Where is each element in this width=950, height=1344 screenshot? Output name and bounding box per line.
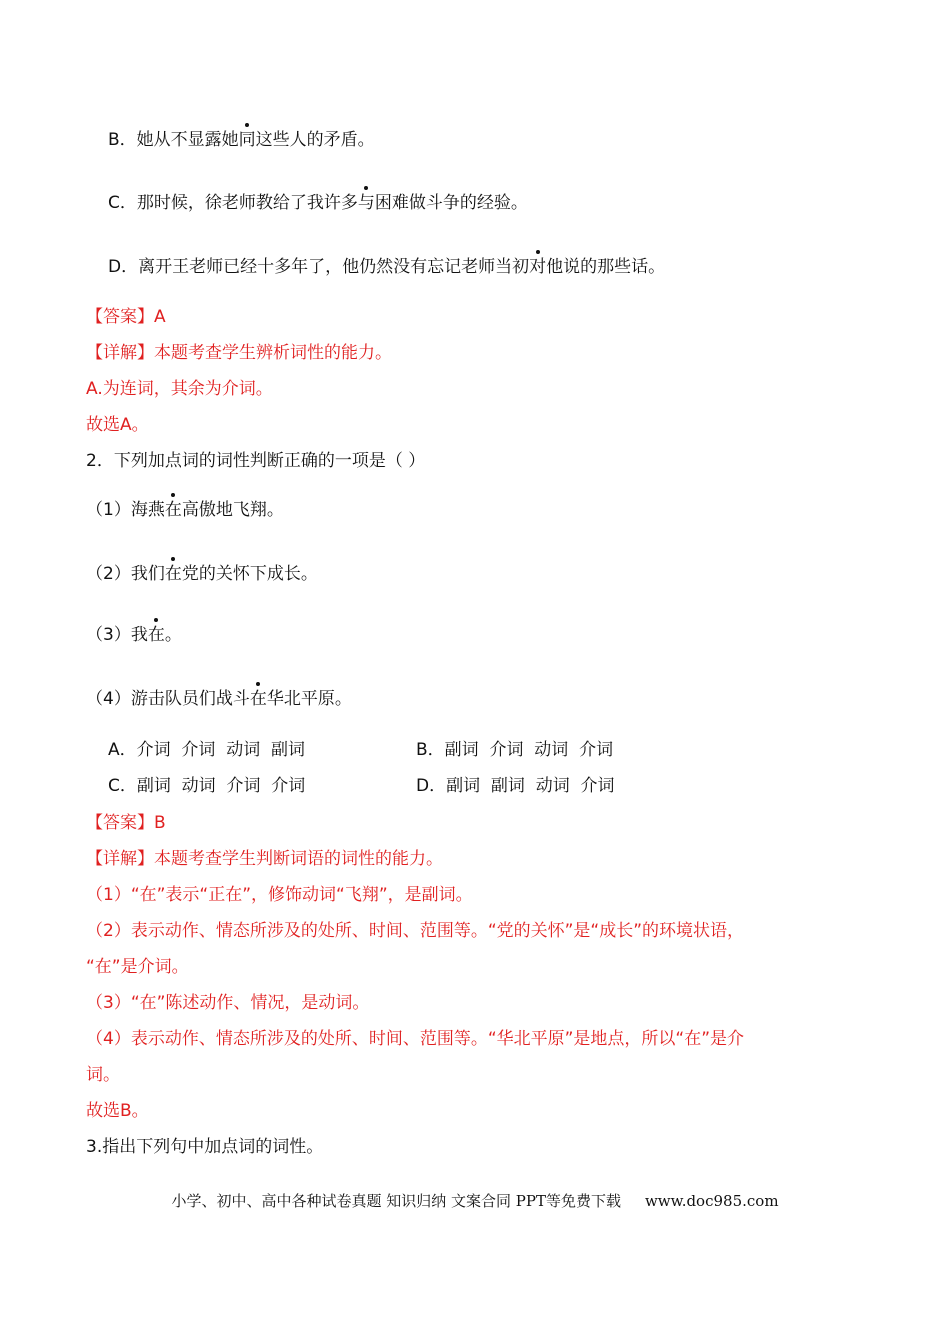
q1-option-b [108,128,375,152]
q2-option-d: D．副词 副词 动词 介词 [416,776,615,796]
q2-option-a: A．介词 介词 动词 副词 [108,740,306,760]
q2-sentence-4 [86,687,352,711]
q2-sentence-2 [86,562,318,586]
footer-text: 小学、初中、高中各种试卷真题 知识归纳 文案合同 PPT等免费下载 [171,1192,621,1210]
q2-sentence-1 [86,498,284,522]
q2-explanation-4a: （4）表示动作、情态所涉及的处所、时间、范围等。“华北平原”是地点，所以“在”是介 [86,1029,745,1049]
q1-explanation: A.为连词，其余为介词。 [86,379,273,399]
q2-sentence-2-pre: （2）我们 [86,564,165,584]
q2-explanation-2a: （2）表示动作、情态所涉及的处所、时间、范围等。“党的关怀”是“成长”的环境状语， [86,921,745,941]
q2-explanation-3: （3）“在”陈述动作、情况，是动词。 [86,993,370,1013]
q1-answer: 【答案】A [86,307,166,327]
emphasis-word: 在 [164,564,182,584]
q2-explanation-1: （1）“在”表示“正在”，修饰动词“飞翔”，是副词。 [86,885,473,905]
q2-sentence-2-post: 党的关怀下成长。 [181,564,318,584]
emphasis-word: 在 [249,689,267,709]
q2-sentence-3-post: 。 [164,625,182,645]
q2-sentence-4-post: 华北平原。 [266,689,352,709]
emphasis-word: 在 [147,625,165,645]
q2-answer: 【答案】B [86,813,166,833]
q1-option-b-post: 这些人的矛盾。 [255,130,375,150]
q2-option-b: B．副词 介词 动词 介词 [416,740,614,760]
q2-explanation-2b: “在”是介词。 [86,957,189,977]
q1-detail: 【详解】本题考查学生辨析词性的能力。 [86,343,392,363]
emphasis-word: 对 [529,257,547,277]
q3-stem: 3.指出下列句中加点词的词性。 [86,1137,324,1157]
footer-url[interactable]: www.doc985.com [644,1192,779,1210]
q1-option-c [108,191,528,215]
emphasis-word: 同 [238,130,256,150]
q1-conclusion: 故选A。 [86,415,149,435]
q2-sentence-4-pre: （4）游击队员们战斗 [86,689,250,709]
q1-option-c-post: 困难做斗争的经验。 [374,193,528,213]
q2-stem: 2．下列加点词的词性判断正确的一项是（ ） [86,451,426,471]
q2-sentence-1-post: 高傲地飞翔。 [181,500,284,520]
q2-sentence-1-pre: （1）海燕 [86,500,165,520]
q1-option-d [108,255,665,279]
q2-explanation-4b: 词。 [86,1065,120,1085]
q2-detail: 【详解】本题考查学生判断词语的词性的能力。 [86,849,443,869]
q1-option-d-post: 他说的那些话。 [546,257,666,277]
q2-option-c: C．副词 动词 介词 介词 [108,776,306,796]
q1-option-c-pre: C．那时候，徐老师教给了我许多 [108,193,358,213]
q2-conclusion: 故选B。 [86,1101,149,1121]
q2-sentence-3 [86,623,182,647]
q1-option-d-pre: D．离开王老师已经十多年了，他仍然没有忘记老师当初 [108,257,530,277]
emphasis-word: 在 [164,500,182,520]
q1-option-b-pre: B．她从不显露她 [108,130,239,150]
q2-sentence-3-pre: （3）我 [86,625,148,645]
page-footer [0,1190,950,1211]
emphasis-word: 与 [357,193,375,213]
